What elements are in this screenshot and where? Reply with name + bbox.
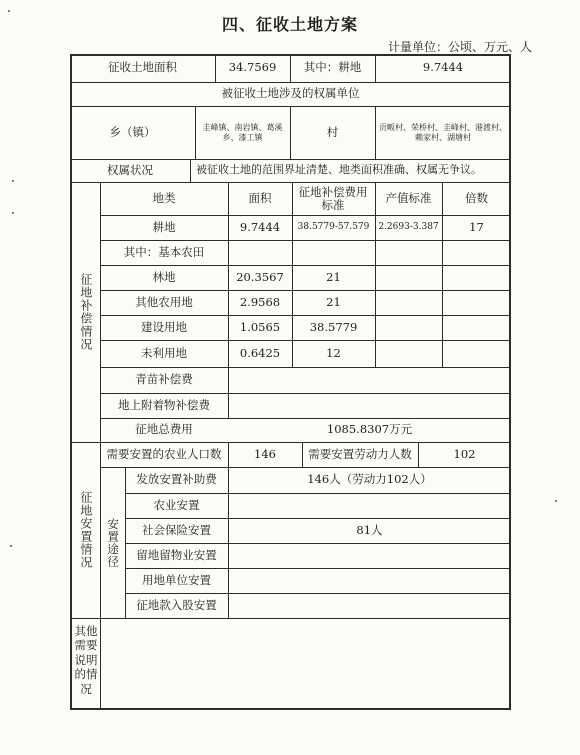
scan-speck <box>8 10 10 12</box>
scan-speck <box>10 545 12 547</box>
way-label: 留地留物业安置 <box>136 547 217 562</box>
resettlement-ways-label: 安置途径 <box>106 517 121 568</box>
agri-population-label: 需要安置的农业人口数 <box>106 446 222 461</box>
area-cell <box>228 240 292 265</box>
land-type-cell: 耕地 <box>152 219 176 234</box>
rights-units-header: 被征收土地涉及的权属单位 <box>221 86 360 101</box>
standard-cell: 38.5779 <box>309 319 358 334</box>
header-output-standard: 产值标准 <box>385 190 432 205</box>
farmland-label: 其中：耕地 <box>303 60 362 75</box>
labor-count-value: 102 <box>453 446 476 461</box>
labor-count-label: 需要安置劳动力人数 <box>308 446 412 461</box>
total-cost-label: 征地总费用 <box>135 422 193 437</box>
way-value <box>228 593 511 618</box>
township-label: 乡（镇） <box>109 124 156 139</box>
way-label: 发放安置补助费 <box>136 472 217 487</box>
other-notes-content <box>100 618 511 710</box>
standard-cell: 21 <box>326 294 341 309</box>
area-cell: 2.9568 <box>239 294 281 309</box>
standard-cell <box>292 240 375 265</box>
way-label: 社会保险安置 <box>142 522 211 537</box>
page-title: 四、征收土地方案 <box>221 15 358 34</box>
header-land-type: 地类 <box>152 190 176 205</box>
way-label: 农业安置 <box>153 497 200 512</box>
crops-compensation-label: 青苗补偿费 <box>135 372 193 387</box>
total-cost-value: 1085.8307万元 <box>326 422 413 437</box>
attachments-compensation-label: 地上附着物补偿费 <box>118 397 210 412</box>
way-label: 征地款入股安置 <box>136 597 217 612</box>
way-value <box>228 493 511 518</box>
multiple-cell: 17 <box>469 219 484 234</box>
township-list: 圭峰镇、南岩镇、葛溪乡、漆工镇 <box>202 122 283 142</box>
scan-speck <box>555 500 557 502</box>
scan-speck <box>12 180 14 182</box>
village-list: 贡畈村、荣桥村、圭峰村、港渡村、赖家村、湖塘村 <box>379 122 507 142</box>
standard-cell: 12 <box>326 345 341 360</box>
header-multiple: 倍数 <box>465 190 488 205</box>
area-cell: 9.7444 <box>239 219 281 234</box>
output-cell: 2.2693-3.387 <box>378 222 439 233</box>
acquisition-area-value: 34.7569 <box>228 60 277 75</box>
land-type-cell: 未利用地 <box>141 345 187 360</box>
land-type-cell: 林地 <box>152 269 176 284</box>
area-cell: 0.6425 <box>239 345 281 360</box>
land-type-cell: 建设用地 <box>141 319 187 334</box>
way-value <box>228 543 511 568</box>
scan-speck <box>12 212 14 214</box>
measurement-unit: 计量单位：公顷、万元、人 <box>387 40 532 54</box>
standard-cell: 21 <box>326 269 341 284</box>
ownership-status: 被征收土地的范围界址清楚、地类面积准确、权属无争议。 <box>196 163 482 177</box>
way-value: 81人 <box>356 522 383 537</box>
acquisition-area-label: 征收土地面积 <box>108 60 177 75</box>
farmland-value: 9.7444 <box>422 60 464 75</box>
land-type-cell: 其他农用地 <box>135 294 193 309</box>
land-type-cell: 其中：基本农田 <box>123 244 205 259</box>
compensation-section-label: 征地补偿情况 <box>78 273 93 351</box>
way-value: 146人（劳动力102人） <box>307 472 432 487</box>
standard-cell: 38.5779-57.579 <box>297 222 370 233</box>
way-value <box>228 568 511 593</box>
way-label: 用地单位安置 <box>142 572 211 587</box>
resettlement-section-label: 征地安置情况 <box>78 491 93 569</box>
header-area: 面积 <box>248 190 272 205</box>
area-cell: 20.3567 <box>236 269 284 284</box>
village-label: 村 <box>326 124 339 139</box>
agri-population-value: 146 <box>254 446 276 461</box>
header-compensation-standard: 征地补偿费用标准 <box>298 184 368 212</box>
area-cell: 1.0565 <box>239 319 281 334</box>
ownership-label: 权属状况 <box>107 162 153 177</box>
other-notes-label: 其他需要说明的情况 <box>74 624 98 696</box>
